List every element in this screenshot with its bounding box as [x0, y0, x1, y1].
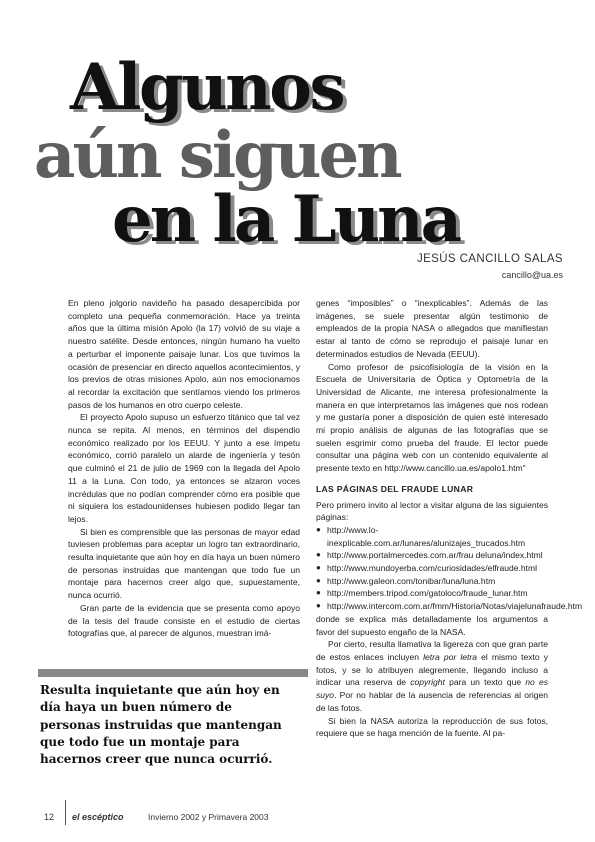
pullquote: Resulta inquietante que aún hoy en día haya un buen número de personas instruidas que mantengan que todo fue un montaje para hacernos creer que nunca ocurrió. [40, 683, 282, 767]
pullquote-rule [38, 669, 308, 677]
link-list [316, 524, 583, 613]
paragraph: genes “imposibles” o “inexplicables”. Además de las imágenes, se suele presentar algún testimonio de empleados de la propia NASA o allegados que manifiestan estar al tanto de cómo se reprodujo el paisaje lunar en determinados estudios de Nevada (EEUU). [316, 298, 548, 359]
paragraph: En pleno jolgorio navideño ha pasado desapercibida por completo una pequeña conmemoración. Hace ya treinta años que la última misión Apolo (la 17) volvió de su viaje a nuestro satélite. Desde entonces, ningún humano ha vuelto a perturbar el imponente paisaje lunar. Los que tuvimos la ocasión de presenciar en directo aquellos acontecimientos, y los previos de otras misiones Apolo, aún nos emocionamos al recordar la excitación que sentíamos viendo los primeros pasos de los humanos en otro cuerpo celeste. [68, 298, 300, 410]
link-item[interactable]: ● http://members.tripod.com/gatoloco/fraude_lunar.htm [316, 587, 548, 600]
column-right [316, 297, 583, 740]
title-line-2: aún siguen [34, 118, 400, 193]
author-name: JESÚS CANCILLO SALAS [416, 253, 563, 265]
link-item[interactable]: ● http://www.mundoyerba.com/curiosidades/elfraude.html [316, 562, 548, 575]
section-title: LAS PÁGINAS DEL FRAUDE LUNAR [316, 483, 474, 494]
text-run: el mismo texto y fotos, y se lo atribuyen alegremente, llegando incluso a indicar una reserva de [316, 651, 548, 688]
paragraph: El proyecto Apolo supuso un esfuerzo titánico que tal vez nunca se repita. Al menos, en términos del dispendio económico realizado por los EEUU. Y junto a ese ímpetu económico, corrió paralelo un alarde de ingeniería y tesón que culminó el 21 de julio de 1969 con la llegada del Apolo 11 a la Luna. Con todo, ya entonces se alzaron voces incrédulas que no podían comprender cómo era posible que ni siquiera los estadounidenses hubiesen podido llegar tan lejos. [68, 412, 300, 524]
emphasis: letra por letra [423, 651, 477, 662]
page-number: 12 [44, 812, 55, 822]
column-left [68, 297, 300, 640]
footer-divider [65, 800, 66, 825]
emphasis: copyright [410, 677, 445, 688]
paragraph [316, 638, 548, 714]
link-item[interactable]: ● http://www.portalmercedes.com.ar/frau deluna/index.html [316, 549, 548, 562]
emphasis: no es suyo [316, 677, 548, 701]
link-item[interactable]: ● http://www.galeon.com/tonibar/luna/luna.htm [316, 575, 548, 588]
paragraph: Si bien la NASA autoriza la reproducción de sus fotos, requiere que se haga mención de la fuente. Al pa- [316, 715, 548, 739]
paragraph: donde se explica más detalladamente los argumentos a favor del supuesto engaño de la NASA. [316, 613, 548, 637]
issue-label: Invierno 2002 y Primavera 2003 [148, 812, 269, 822]
text-run: . Por no hablar de la ausencia de referencias al origen de las fotos. [316, 690, 548, 713]
paragraph: Si bien es comprensible que las personas de mayor edad tuviesen problemas para aceptar un logro tan extraordinario, resulta inquietante que aún hoy en día haya un buen número de personas instruidas que mantengan que todo fue un montaje para hacernos creer algo que, supuestamente, nunca ocurrió. [68, 526, 300, 601]
title-line-1: Algunos [70, 50, 343, 125]
link-item[interactable]: ● http://www.lo-inexplicable.com.ar/lunares/alunizajes_trucados.htm [316, 524, 548, 549]
link-item[interactable]: ● http://www.intercom.com.ar/fmm/Historia/Notas/viajelunafraude.htm [316, 600, 548, 613]
text-run: para un texto que [444, 677, 526, 688]
paragraph: Gran parte de la evidencia que se presenta como apoyo de la tesis del fraude consiste en el estudio de ciertas fotografías que, al parecer de algunos, muestran imá- [68, 602, 300, 639]
paragraph: Como profesor de psicofisiología de la visión en la Escuela de Universitaria de Óptica y Optometría de la Universidad de Alicante, me interesa profesionalmente la manera en que interpretamos las imágenes que nos rodean y me gustaría poner a disposición de quien esté interesado mi propio análisis de algunas de las fotografías que se suelen esgrimir como prueba del fraude. El lector puede consultar una página web con un contenido equivalente al presente texto en http://www.cancillo.ua.es/apolo1.htm" [316, 361, 548, 474]
paragraph: Pero primero invito al lector a visitar alguna de las siguientes páginas: [316, 499, 548, 523]
author-email[interactable]: cancillo@ua.es [501, 270, 563, 280]
text-run: Por cierto, resulta llamativa la ligereza con que gran parte de estos enlaces incluyen [316, 639, 548, 662]
magazine-name: el escéptico [72, 812, 124, 822]
title-line-3: en la Luna [112, 182, 460, 257]
